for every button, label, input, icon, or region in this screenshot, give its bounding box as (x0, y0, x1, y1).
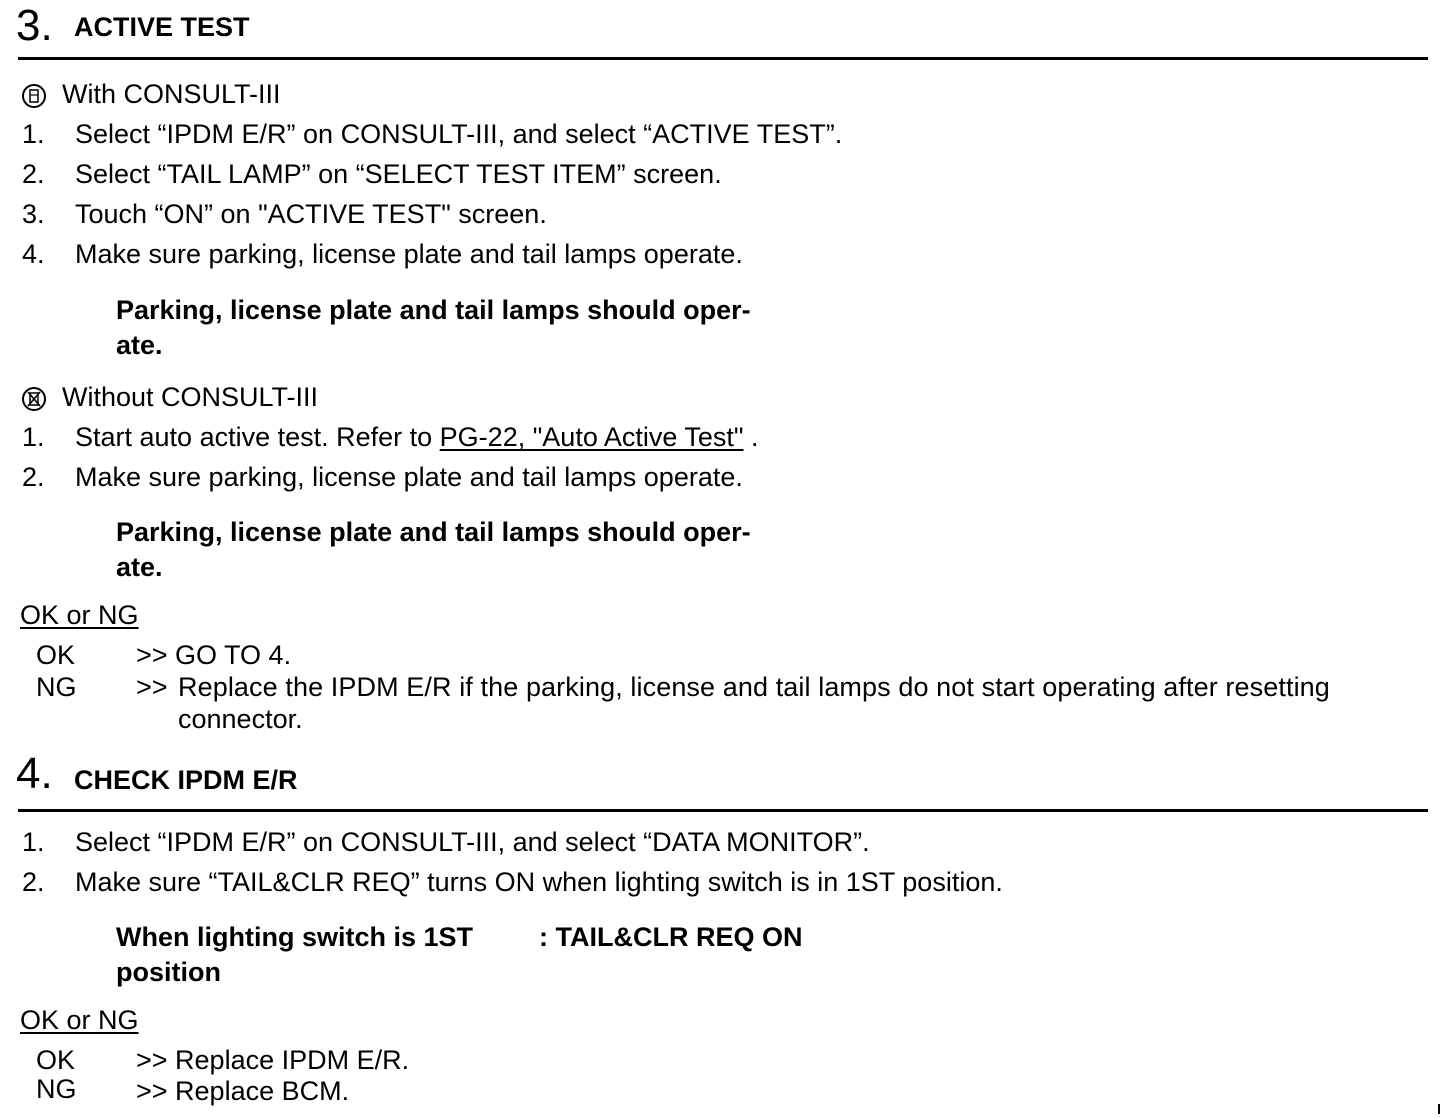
condition-line2: position (116, 957, 221, 987)
section-4-title: CHECK IPDM E/R (74, 765, 298, 795)
ng-label: NG (36, 672, 77, 702)
ok-action: >> Replace IPDM E/R. (136, 1045, 410, 1075)
step-text-lead: Start auto active test. Refer to (75, 422, 440, 452)
step-number: 2. (22, 867, 45, 897)
step-number: 4. (22, 239, 45, 269)
step-text: Make sure parking, license plate and tail lamps operate. (75, 239, 743, 269)
step-text: Make sure “TAIL&CLR REQ” turns ON when lighting switch is in 1ST position. (75, 867, 1003, 897)
without-consult-heading: Without CONSULT-III (62, 382, 319, 412)
section-4-number: 4. (16, 749, 53, 798)
section-3-title: ACTIVE TEST (74, 12, 250, 42)
ng-action-line1: Replace the IPDM E/R if the parking, license and tail lamps do not start operating after resetting (178, 672, 1330, 702)
step-text: Make sure parking, license plate and tail lamps operate. (75, 462, 743, 492)
condition-value: : TAIL&CLR REQ ON (539, 922, 803, 952)
ng-action: >> Replace BCM. (136, 1076, 350, 1106)
ng-arrow: >> (136, 672, 168, 702)
step-text-end: . (743, 422, 759, 452)
section-3-number: 3. (16, 1, 53, 50)
with-consult-heading: With CONSULT-III (62, 79, 281, 109)
ok-label: OK (36, 640, 76, 670)
step-number: 1. (22, 827, 45, 857)
ng-action-line2: connector. (178, 704, 303, 734)
no-consult-icon (22, 387, 46, 411)
step-text (75, 424, 759, 451)
step-number: 1. (22, 119, 45, 149)
ok-or-ng-label: OK or NG (20, 1005, 139, 1035)
without-consult-note-line2: ate. (116, 552, 163, 582)
step-text: Select “IPDM E/R” on CONSULT-III, and select “ACTIVE TEST”. (75, 119, 843, 149)
step-text: Touch “ON” on "ACTIVE TEST" screen. (75, 199, 547, 229)
step-number: 1. (22, 422, 45, 452)
step-number: 3. (22, 199, 45, 229)
page-edge-mark (1438, 1104, 1440, 1114)
ok-or-ng-label: OK or NG (20, 600, 139, 630)
consult-icon (22, 84, 46, 108)
with-consult-note-line1: Parking, license plate and tail lamps should oper- (116, 295, 751, 325)
step-text: Select “IPDM E/R” on CONSULT-III, and select “DATA MONITOR”. (75, 827, 870, 857)
section-4-divider (18, 809, 1428, 812)
pg-22-auto-active-test-link[interactable]: PG-22, "Auto Active Test" (439, 422, 744, 452)
step-text: Select “TAIL LAMP” on “SELECT TEST ITEM” screen. (75, 159, 722, 189)
step-number: 2. (22, 462, 45, 492)
ok-action: >> GO TO 4. (136, 640, 292, 670)
condition-line1: When lighting switch is 1ST (116, 922, 474, 952)
step-number: 2. (22, 159, 45, 189)
with-consult-note-line2: ate. (116, 330, 163, 360)
section-3-divider (18, 57, 1428, 60)
ok-label: OK (36, 1045, 76, 1075)
ng-label: NG (36, 1074, 77, 1104)
without-consult-note-line1: Parking, license plate and tail lamps should oper- (116, 517, 751, 547)
